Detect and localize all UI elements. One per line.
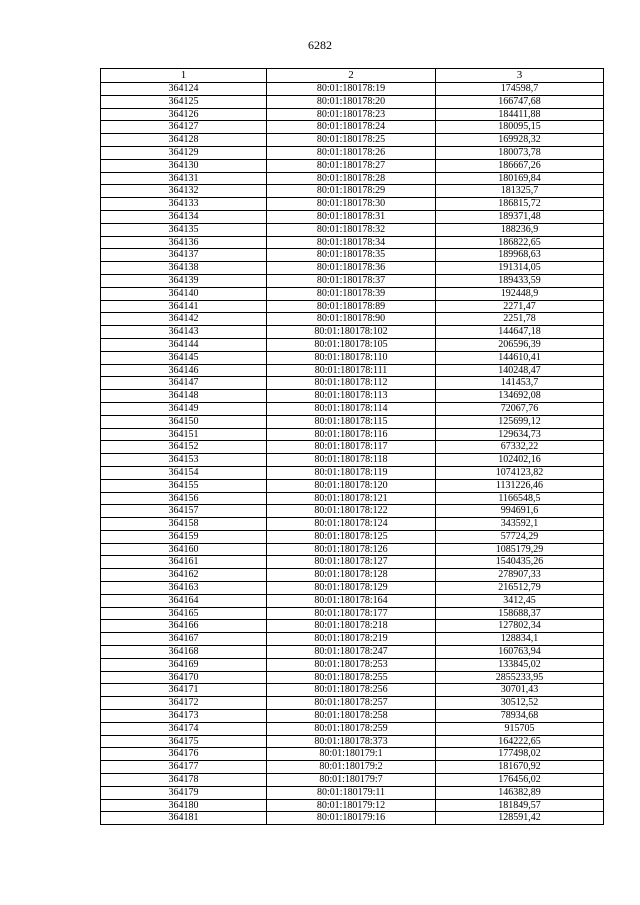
- table-row: [101, 223, 604, 236]
- cadastral-number-cell: 80:01:180178:23: [267, 108, 436, 121]
- cadastral-number-cell: 80:01:180178:256: [267, 684, 436, 697]
- table-row: [101, 287, 604, 300]
- value-cell: 141453,7: [436, 377, 604, 390]
- value-cell: 278907,33: [436, 569, 604, 582]
- cadastral-number-cell: 80:01:180178:164: [267, 594, 436, 607]
- value-cell: 189433,59: [436, 274, 604, 287]
- cadastral-number-cell: 80:01:180178:112: [267, 377, 436, 390]
- value-cell: 1085179,29: [436, 543, 604, 556]
- row-number-cell: 364127: [101, 121, 267, 134]
- value-cell: 188236,9: [436, 223, 604, 236]
- value-cell: 30512,52: [436, 697, 604, 710]
- row-number-cell: 364157: [101, 505, 267, 518]
- table-row: [101, 530, 604, 543]
- cadastral-number-cell: 80:01:180178:19: [267, 83, 436, 96]
- row-number-cell: 364147: [101, 377, 267, 390]
- row-number-cell: 364154: [101, 466, 267, 479]
- table-row: [101, 774, 604, 787]
- value-cell: 174598,7: [436, 83, 604, 96]
- row-number-cell: 364181: [101, 812, 267, 825]
- value-cell: 176456,02: [436, 774, 604, 787]
- table-row: [101, 236, 604, 249]
- cadastral-number-cell: 80:01:180178:257: [267, 697, 436, 710]
- value-cell: 994691,6: [436, 505, 604, 518]
- cadastral-number-cell: 80:01:180178:29: [267, 185, 436, 198]
- cadastral-number-cell: 80:01:180178:30: [267, 198, 436, 211]
- table-row: [101, 697, 604, 710]
- row-number-cell: 364130: [101, 159, 267, 172]
- cadastral-number-cell: 80:01:180178:259: [267, 722, 436, 735]
- table-row: [101, 262, 604, 275]
- cadastral-number-cell: 80:01:180179:11: [267, 786, 436, 799]
- cadastral-number-cell: 80:01:180179:16: [267, 812, 436, 825]
- row-number-cell: 364138: [101, 262, 267, 275]
- table-row: [101, 607, 604, 620]
- table-row: [101, 543, 604, 556]
- table-row: [101, 620, 604, 633]
- value-cell: 2251,78: [436, 313, 604, 326]
- row-number-cell: 364173: [101, 710, 267, 723]
- row-number-cell: 364131: [101, 172, 267, 185]
- value-cell: 1540435,26: [436, 556, 604, 569]
- cadastral-number-cell: 80:01:180178:128: [267, 569, 436, 582]
- cadastral-number-cell: 80:01:180178:120: [267, 479, 436, 492]
- value-cell: 128834,1: [436, 633, 604, 646]
- table-row: [101, 466, 604, 479]
- row-number-cell: 364151: [101, 428, 267, 441]
- value-cell: 166747,68: [436, 95, 604, 108]
- table-row: [101, 390, 604, 403]
- row-number-cell: 364174: [101, 722, 267, 735]
- row-number-cell: 364143: [101, 326, 267, 339]
- value-cell: 180169,84: [436, 172, 604, 185]
- row-number-cell: 364159: [101, 530, 267, 543]
- cadastral-number-cell: 80:01:180178:27: [267, 159, 436, 172]
- value-cell: 192448,9: [436, 287, 604, 300]
- value-cell: 102402,16: [436, 454, 604, 467]
- table-row: [101, 710, 604, 723]
- table-row: [101, 428, 604, 441]
- value-cell: 191314,05: [436, 262, 604, 275]
- row-number-cell: 364162: [101, 569, 267, 582]
- cadastral-number-cell: 80:01:180179:2: [267, 761, 436, 774]
- row-number-cell: 364163: [101, 582, 267, 595]
- row-number-cell: 364170: [101, 671, 267, 684]
- value-cell: 158688,37: [436, 607, 604, 620]
- value-cell: 78934,68: [436, 710, 604, 723]
- column-header-1: 1: [101, 69, 267, 83]
- table-row: [101, 249, 604, 262]
- value-cell: 72067,76: [436, 402, 604, 415]
- table-row: [101, 722, 604, 735]
- cadastral-number-cell: 80:01:180178:373: [267, 735, 436, 748]
- value-cell: 144647,18: [436, 326, 604, 339]
- row-number-cell: 364150: [101, 415, 267, 428]
- registry-table: [100, 68, 604, 825]
- table-row: [101, 364, 604, 377]
- cadastral-number-cell: 80:01:180178:89: [267, 300, 436, 313]
- row-number-cell: 364124: [101, 83, 267, 96]
- value-cell: 184411,88: [436, 108, 604, 121]
- table-row: [101, 594, 604, 607]
- cadastral-number-cell: 80:01:180178:117: [267, 441, 436, 454]
- table-row: [101, 479, 604, 492]
- value-cell: 129634,73: [436, 428, 604, 441]
- table-row: [101, 274, 604, 287]
- value-cell: 144610,41: [436, 351, 604, 364]
- cadastral-number-cell: 80:01:180178:37: [267, 274, 436, 287]
- row-number-cell: 364148: [101, 390, 267, 403]
- cadastral-number-cell: 80:01:180178:105: [267, 338, 436, 351]
- table-row: [101, 146, 604, 159]
- row-number-cell: 364135: [101, 223, 267, 236]
- cadastral-number-cell: 80:01:180178:28: [267, 172, 436, 185]
- table-row: [101, 786, 604, 799]
- value-cell: 1166548,5: [436, 492, 604, 505]
- table-row: [101, 582, 604, 595]
- cadastral-number-cell: 80:01:180178:90: [267, 313, 436, 326]
- table-row: [101, 799, 604, 812]
- table-row: [101, 569, 604, 582]
- table-row: [101, 134, 604, 147]
- value-cell: 343592,1: [436, 518, 604, 531]
- table-row: [101, 377, 604, 390]
- cadastral-number-cell: 80:01:180178:122: [267, 505, 436, 518]
- value-cell: 186667,26: [436, 159, 604, 172]
- table-row: [101, 326, 604, 339]
- row-number-cell: 364141: [101, 300, 267, 313]
- row-number-cell: 364158: [101, 518, 267, 531]
- row-number-cell: 364168: [101, 646, 267, 659]
- cadastral-number-cell: 80:01:180178:32: [267, 223, 436, 236]
- table-row: [101, 83, 604, 96]
- value-cell: 1131226,46: [436, 479, 604, 492]
- cadastral-number-cell: 80:01:180178:129: [267, 582, 436, 595]
- cadastral-number-cell: 80:01:180178:177: [267, 607, 436, 620]
- row-number-cell: 364133: [101, 198, 267, 211]
- row-number-cell: 364136: [101, 236, 267, 249]
- cadastral-number-cell: 80:01:180178:24: [267, 121, 436, 134]
- value-cell: 128591,42: [436, 812, 604, 825]
- table-row: [101, 454, 604, 467]
- value-cell: 134692,08: [436, 390, 604, 403]
- row-number-cell: 364126: [101, 108, 267, 121]
- table-row: [101, 748, 604, 761]
- row-number-cell: 364175: [101, 735, 267, 748]
- table-row: [101, 735, 604, 748]
- table-row: [101, 172, 604, 185]
- row-number-cell: 364176: [101, 748, 267, 761]
- row-number-cell: 364142: [101, 313, 267, 326]
- cadastral-number-cell: 80:01:180178:127: [267, 556, 436, 569]
- value-cell: 146382,89: [436, 786, 604, 799]
- value-cell: 181325,7: [436, 185, 604, 198]
- row-number-cell: 364132: [101, 185, 267, 198]
- cadastral-number-cell: 80:01:180178:111: [267, 364, 436, 377]
- row-number-cell: 364177: [101, 761, 267, 774]
- value-cell: 133845,02: [436, 658, 604, 671]
- value-cell: 30701,43: [436, 684, 604, 697]
- column-header-3: 3: [436, 69, 604, 83]
- cadastral-number-cell: 80:01:180178:253: [267, 658, 436, 671]
- cadastral-number-cell: 80:01:180178:26: [267, 146, 436, 159]
- row-number-cell: 364152: [101, 441, 267, 454]
- row-number-cell: 364178: [101, 774, 267, 787]
- row-number-cell: 364137: [101, 249, 267, 262]
- value-cell: 181670,92: [436, 761, 604, 774]
- table-row: [101, 351, 604, 364]
- value-cell: 1074123,82: [436, 466, 604, 479]
- cadastral-number-cell: 80:01:180178:116: [267, 428, 436, 441]
- cadastral-number-cell: 80:01:180178:119: [267, 466, 436, 479]
- row-number-cell: 364164: [101, 594, 267, 607]
- value-cell: 216512,79: [436, 582, 604, 595]
- table-row: [101, 518, 604, 531]
- value-cell: 2855233,95: [436, 671, 604, 684]
- row-number-cell: 364155: [101, 479, 267, 492]
- row-number-cell: 364166: [101, 620, 267, 633]
- value-cell: 164222,65: [436, 735, 604, 748]
- table-row: [101, 505, 604, 518]
- cadastral-number-cell: 80:01:180178:219: [267, 633, 436, 646]
- row-number-cell: 364165: [101, 607, 267, 620]
- table-row: [101, 108, 604, 121]
- cadastral-number-cell: 80:01:180178:118: [267, 454, 436, 467]
- row-number-cell: 364172: [101, 697, 267, 710]
- table-row: [101, 441, 604, 454]
- value-cell: 206596,39: [436, 338, 604, 351]
- cadastral-number-cell: 80:01:180178:36: [267, 262, 436, 275]
- cadastral-number-cell: 80:01:180178:113: [267, 390, 436, 403]
- value-cell: 169928,32: [436, 134, 604, 147]
- table-row: [101, 402, 604, 415]
- table-row: [101, 556, 604, 569]
- value-cell: 180095,15: [436, 121, 604, 134]
- cadastral-number-cell: 80:01:180179:1: [267, 748, 436, 761]
- row-number-cell: 364171: [101, 684, 267, 697]
- cadastral-number-cell: 80:01:180178:121: [267, 492, 436, 505]
- row-number-cell: 364134: [101, 210, 267, 223]
- cadastral-number-cell: 80:01:180178:34: [267, 236, 436, 249]
- cadastral-number-cell: 80:01:180178:114: [267, 402, 436, 415]
- row-number-cell: 364179: [101, 786, 267, 799]
- cadastral-number-cell: 80:01:180178:218: [267, 620, 436, 633]
- table-row: [101, 185, 604, 198]
- row-number-cell: 364125: [101, 95, 267, 108]
- table-row: [101, 95, 604, 108]
- table-row: [101, 812, 604, 825]
- column-header-2: 2: [267, 69, 436, 83]
- row-number-cell: 364140: [101, 287, 267, 300]
- value-cell: 140248,47: [436, 364, 604, 377]
- table-row: [101, 671, 604, 684]
- cadastral-number-cell: 80:01:180179:12: [267, 799, 436, 812]
- cadastral-number-cell: 80:01:180178:102: [267, 326, 436, 339]
- table-row: [101, 198, 604, 211]
- cadastral-number-cell: 80:01:180178:39: [267, 287, 436, 300]
- table-row: [101, 415, 604, 428]
- row-number-cell: 364129: [101, 146, 267, 159]
- cadastral-number-cell: 80:01:180178:25: [267, 134, 436, 147]
- row-number-cell: 364153: [101, 454, 267, 467]
- table-row: [101, 121, 604, 134]
- table-row: [101, 159, 604, 172]
- table-row: [101, 684, 604, 697]
- value-cell: 3412,45: [436, 594, 604, 607]
- cadastral-number-cell: 80:01:180178:35: [267, 249, 436, 262]
- value-cell: 57724,29: [436, 530, 604, 543]
- table-row: [101, 210, 604, 223]
- row-number-cell: 364167: [101, 633, 267, 646]
- value-cell: 67332,22: [436, 441, 604, 454]
- row-number-cell: 364156: [101, 492, 267, 505]
- value-cell: 177498,02: [436, 748, 604, 761]
- value-cell: 127802,34: [436, 620, 604, 633]
- value-cell: 180073,78: [436, 146, 604, 159]
- cadastral-number-cell: 80:01:180178:255: [267, 671, 436, 684]
- cadastral-number-cell: 80:01:180178:31: [267, 210, 436, 223]
- row-number-cell: 364145: [101, 351, 267, 364]
- table-header-row: [101, 69, 604, 83]
- table-row: [101, 761, 604, 774]
- row-number-cell: 364149: [101, 402, 267, 415]
- table-row: [101, 646, 604, 659]
- table-row: [101, 492, 604, 505]
- cadastral-number-cell: 80:01:180178:20: [267, 95, 436, 108]
- row-number-cell: 364160: [101, 543, 267, 556]
- value-cell: 915705: [436, 722, 604, 735]
- cadastral-number-cell: 80:01:180179:7: [267, 774, 436, 787]
- table-row: [101, 633, 604, 646]
- row-number-cell: 364180: [101, 799, 267, 812]
- cadastral-number-cell: 80:01:180178:247: [267, 646, 436, 659]
- row-number-cell: 364139: [101, 274, 267, 287]
- cadastral-number-cell: 80:01:180178:110: [267, 351, 436, 364]
- cadastral-number-cell: 80:01:180178:124: [267, 518, 436, 531]
- value-cell: 125699,12: [436, 415, 604, 428]
- cadastral-number-cell: 80:01:180178:126: [267, 543, 436, 556]
- value-cell: 186822,65: [436, 236, 604, 249]
- cadastral-number-cell: 80:01:180178:258: [267, 710, 436, 723]
- row-number-cell: 364128: [101, 134, 267, 147]
- row-number-cell: 364144: [101, 338, 267, 351]
- value-cell: 189371,48: [436, 210, 604, 223]
- row-number-cell: 364146: [101, 364, 267, 377]
- value-cell: 160763,94: [436, 646, 604, 659]
- row-number-cell: 364169: [101, 658, 267, 671]
- table-row: [101, 313, 604, 326]
- value-cell: 2271,47: [436, 300, 604, 313]
- cadastral-number-cell: 80:01:180178:125: [267, 530, 436, 543]
- page-number: 6282: [308, 38, 332, 52]
- row-number-cell: 364161: [101, 556, 267, 569]
- table-row: [101, 338, 604, 351]
- cadastral-number-cell: 80:01:180178:115: [267, 415, 436, 428]
- value-cell: 181849,57: [436, 799, 604, 812]
- table-row: [101, 658, 604, 671]
- value-cell: 189968,63: [436, 249, 604, 262]
- table-body: [101, 83, 604, 825]
- table-row: [101, 300, 604, 313]
- value-cell: 186815,72: [436, 198, 604, 211]
